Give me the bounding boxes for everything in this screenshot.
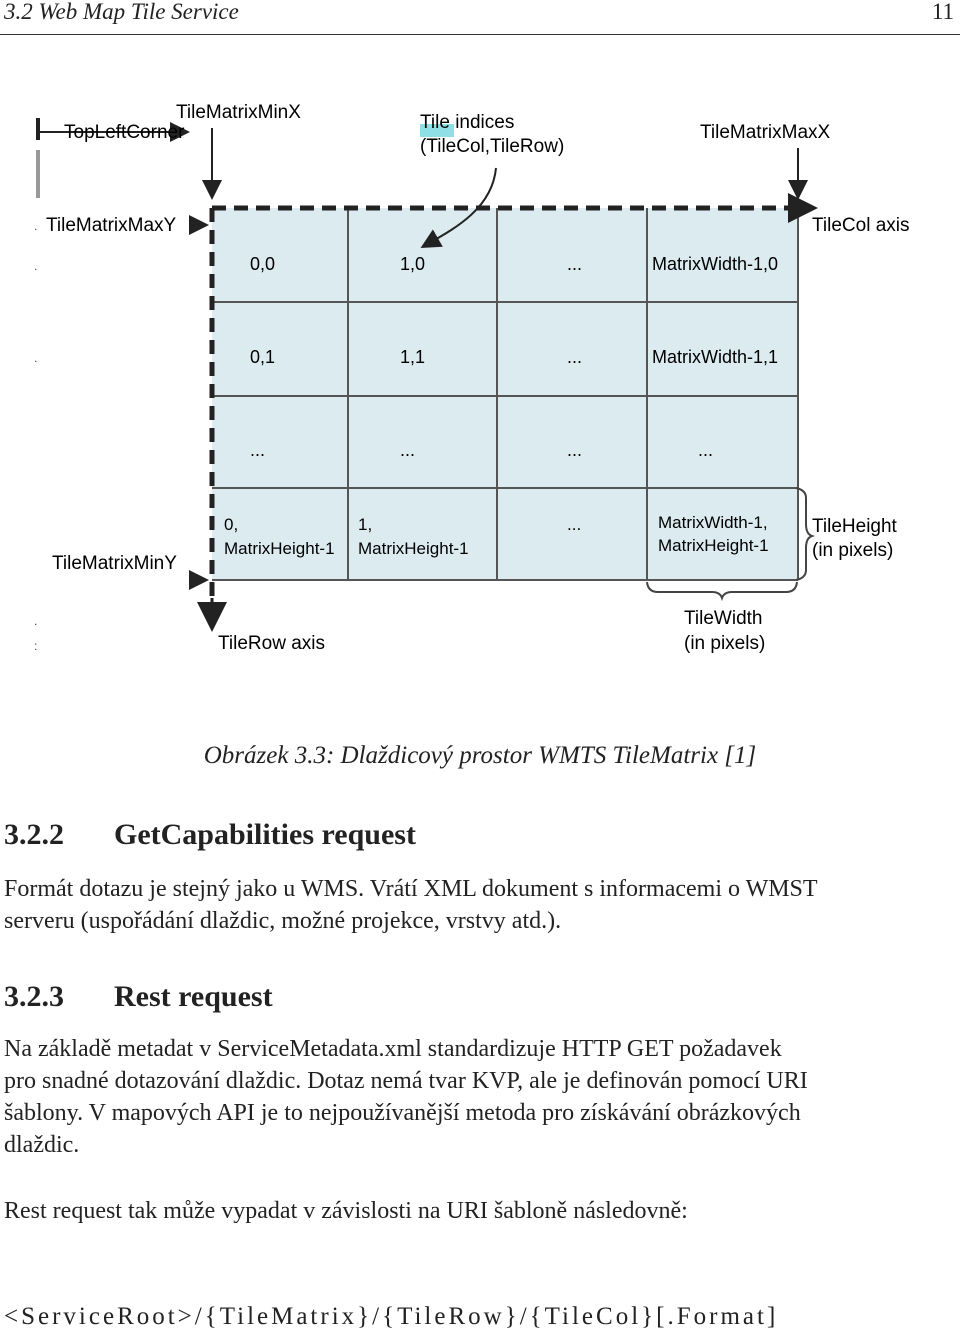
tile-cell: 0,0 [250,254,276,274]
paragraph-getcapabilities [4,873,958,937]
top-left-corner-label: TopLeftCorner [64,122,185,143]
tile-row-axis-label: TileRow axis [218,633,325,654]
tile-cell: ... [698,440,714,460]
tile-cell: 0, [224,515,239,534]
running-header-title: 3.2 Web Map Tile Service [4,0,239,24]
text-line: pro snadné dotazování dlaždic. Dotaz nemá tvar KVP, ale je definován pomocí URI [4,1068,808,1094]
tile-width-label: TileWidth [684,608,763,629]
tile-matrix-min-x-label: TileMatrixMinX [176,102,301,123]
tile-cell: MatrixHeight-1 [658,536,769,555]
text-line: Formát dotazu je stejný jako u WMS. Vrátí XML dokument s informacemi o WMST [4,876,818,902]
tile-indices-sub-label: (TileCol,TileRow) [420,136,565,157]
tile-cell: MatrixHeight-1 [224,539,335,558]
tile-matrix-max-x-label: TileMatrixMaxX [700,122,831,143]
tile-cell: MatrixWidth-1,0 [652,254,779,274]
figure-caption: Obrázek 3.3: Dlaždicový prostor WMTS TileMatrix [1] [203,742,757,769]
paragraph-rest [4,1033,958,1161]
tile-width-bracket [647,582,797,598]
tile-cell: ... [567,347,583,367]
section-title: Rest request [114,980,273,1013]
section-number: 3.2.2 [4,818,64,851]
uri-template: <ServiceRoot>/{TileMatrix}/{TileRow}/{TileCol}[.Format] [4,1303,779,1330]
tile-matrix-min-y-label: TileMatrixMinY [52,553,177,574]
page-header [0,0,960,35]
tile-cell: ... [567,515,582,534]
tile-indices-label: Tile indices [420,112,515,133]
tile-width-sub-label: (in pixels) [684,633,766,654]
section-title: GetCapabilities request [114,818,416,851]
section-heading-rest [4,980,273,1014]
tile-cell: 1,1 [400,347,426,367]
margin-dot: . [34,219,38,233]
tile-cell: MatrixWidth-1,1 [652,347,779,367]
text-line: dlaždic. [4,1132,80,1158]
margin-dot: : [34,639,38,653]
page-number: 11 [931,0,954,24]
tile-cell: MatrixHeight-1 [358,539,469,558]
section-number: 3.2.3 [4,980,64,1013]
gray-bar [36,150,40,198]
tile-matrix-figure [0,90,960,670]
tile-cell: ... [400,440,416,460]
tile-cell: 1,0 [400,254,426,274]
tile-cell: ... [567,254,583,274]
margin-dot: . [34,614,38,628]
text-line: serveru (uspořádání dlaždic, možné projekce, vrstvy atd.). [4,908,562,934]
rest-intro-paragraph: Rest request tak může vypadat v závislosti na URI šabloně následovně: [4,1198,688,1224]
tile-cell: 0,1 [250,347,276,367]
text-line: Na základě metadat v ServiceMetadata.xml standardizuje HTTP GET požadavek [4,1036,782,1062]
text-line: šablony. V mapových API je to nejpoužívanější metoda pro získávání obrázkových [4,1100,801,1126]
tile-cell: 1, [358,515,373,534]
tile-height-label: TileHeight [812,516,897,537]
section-heading-getcapabilities [4,818,416,852]
tile-height-sub-label: (in pixels) [812,540,894,561]
tile-cell: MatrixWidth-1, [658,513,768,532]
tile-col-axis-label: TileCol axis [812,215,910,236]
margin-dot: . [34,351,38,365]
tile-matrix-max-y-label: TileMatrixMaxY [46,215,177,236]
top-left-bar [36,118,40,140]
tile-cell: ... [567,440,583,460]
tile-cell: ... [250,440,266,460]
margin-dot: . [34,259,38,273]
